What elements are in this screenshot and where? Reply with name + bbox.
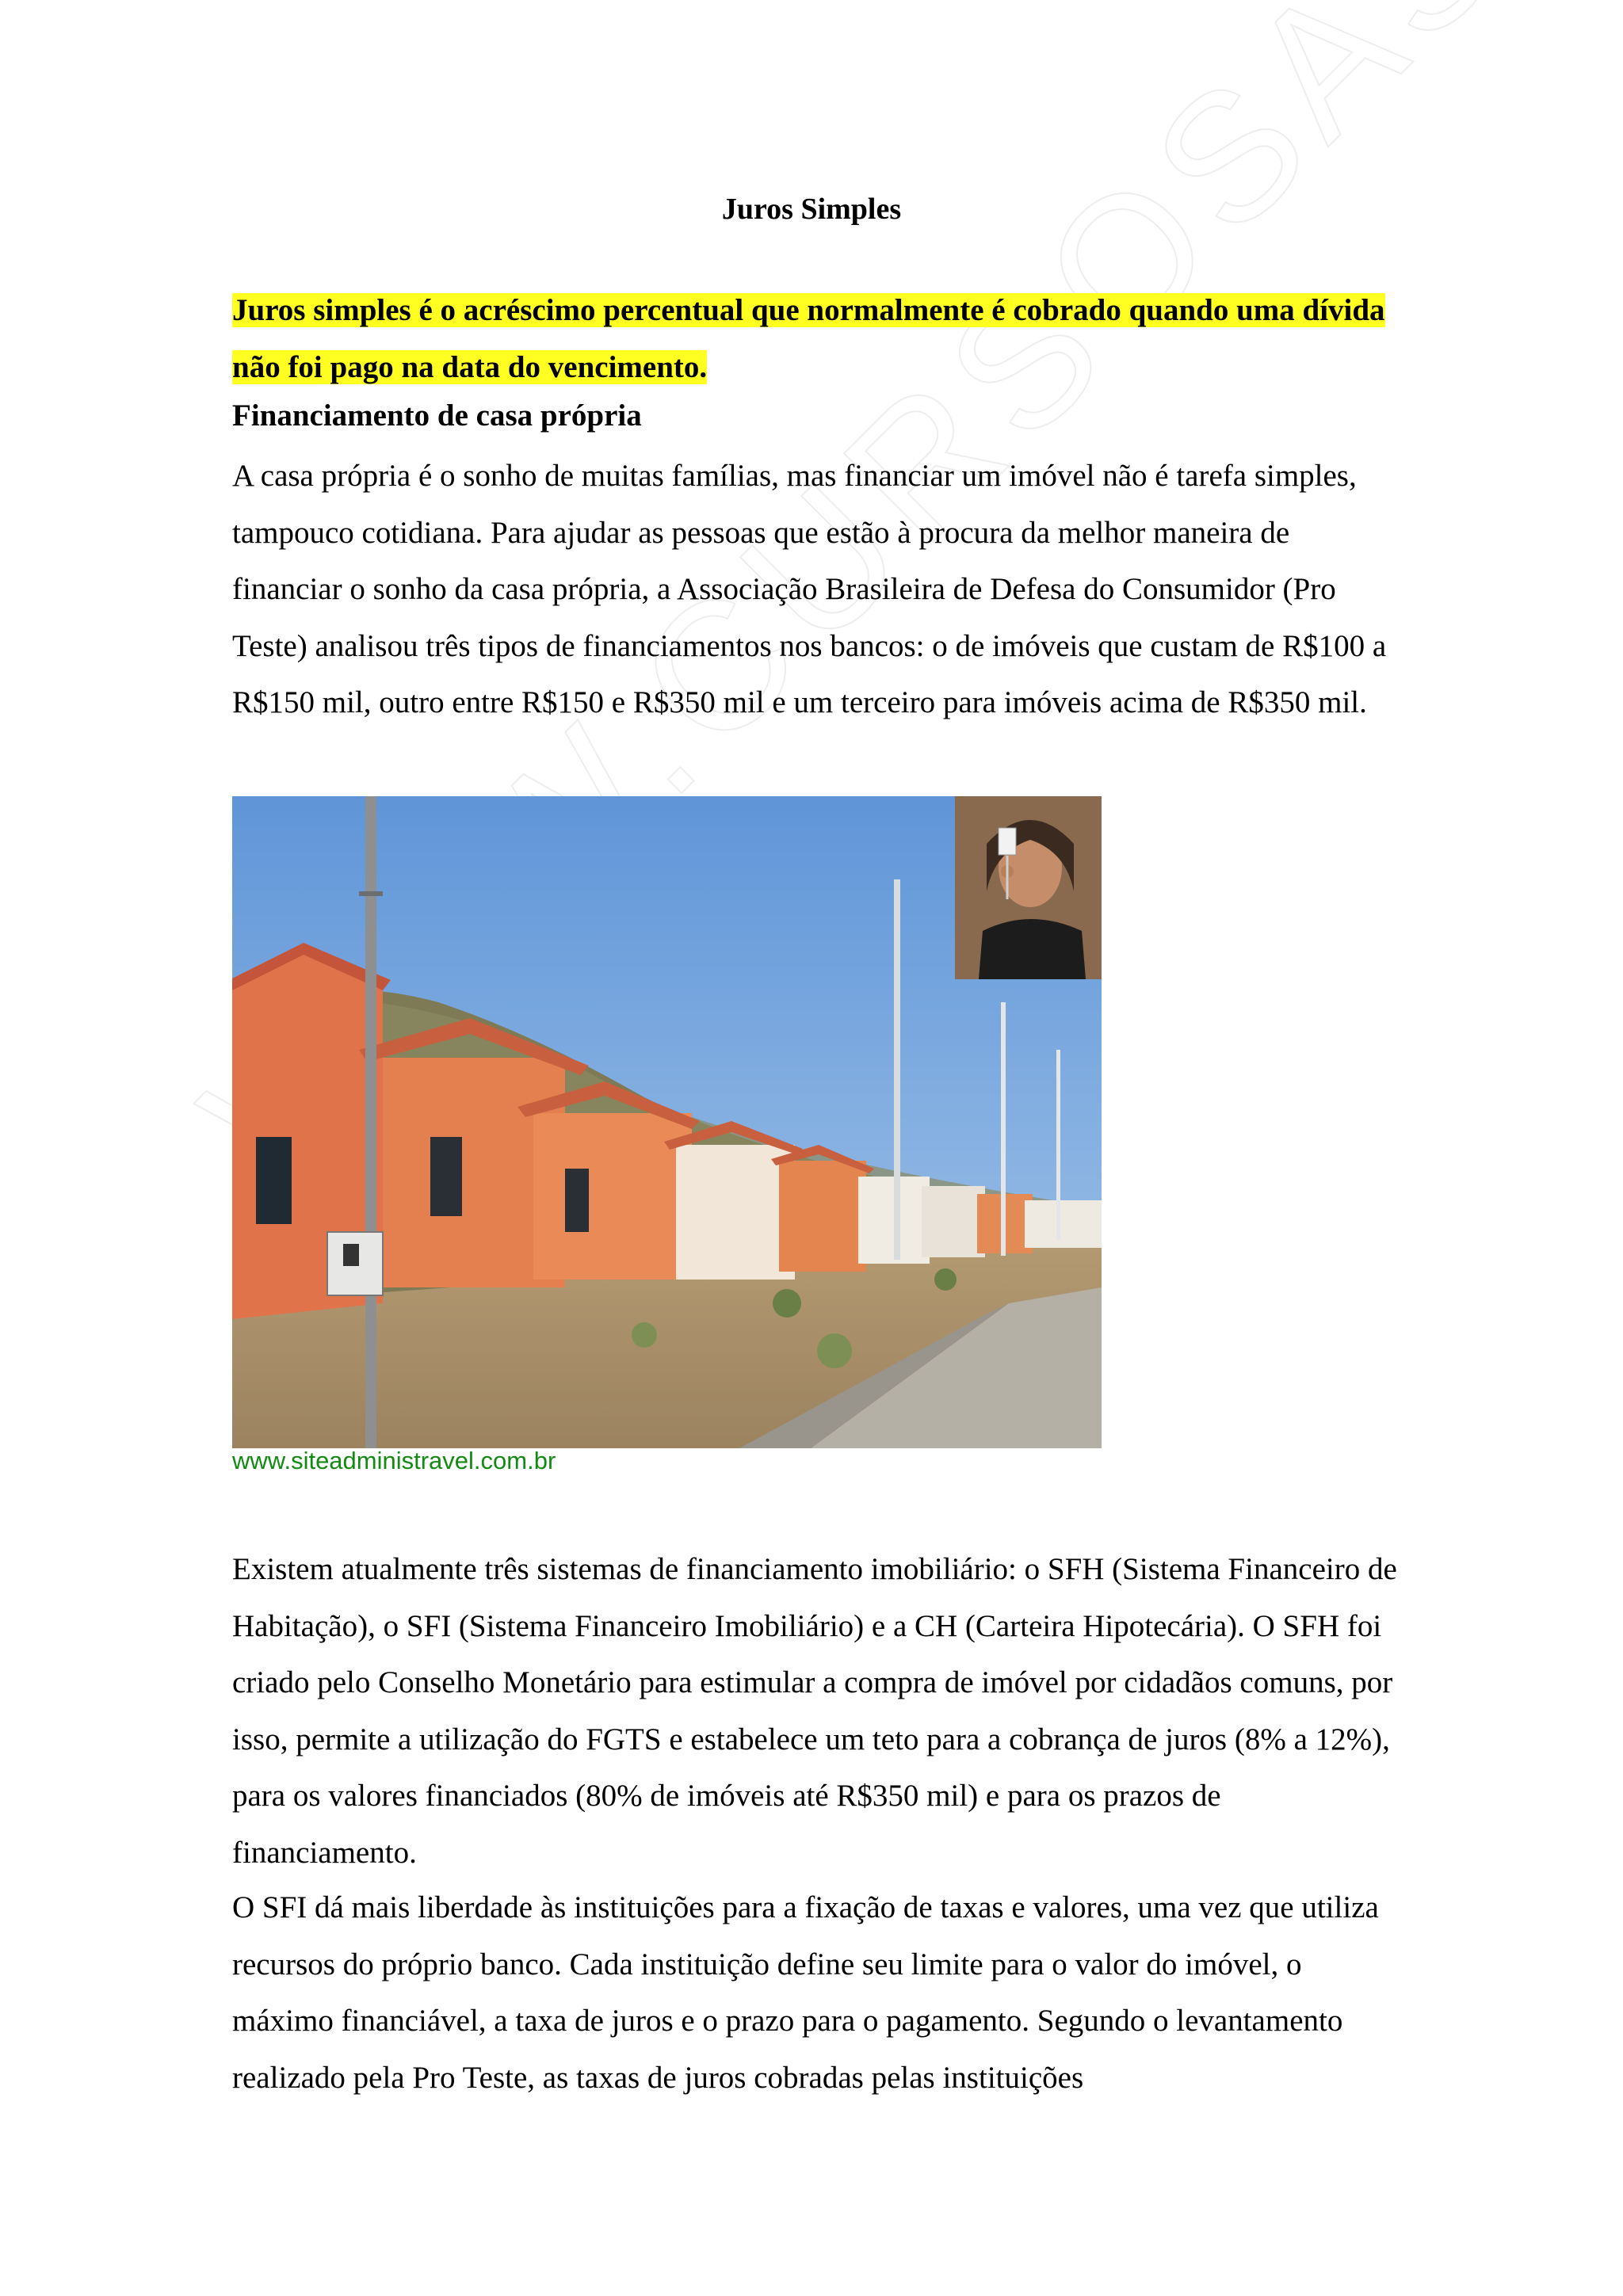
paragraph-2: Existem atualmente três sistemas de financiamento imobiliário: o SFH (Sistema Financeiro de Habitação), o SFI (Sistema Financeiro Imobiliário) e a CH (Carteira Hipotecária). O SFH foi criado pelo Conselho Monetário para estimular a compra de imóvel por cidadãos comuns, por isso, permite a utilização do FGTS e estabelece um teto para a cobrança de juros (8% a 12%), para os valores financiados (80% de imóveis até R$350 mil) e para os prazos de financiamento. bbox=[232, 1552, 1397, 1870]
woman-with-keys-image bbox=[955, 796, 1102, 979]
section-heading: Financiamento de casa própria bbox=[232, 399, 642, 433]
photo-caption: www.siteadministravel.com.br bbox=[232, 1447, 556, 1474]
housing-photo bbox=[232, 796, 1102, 1448]
woman-with-keys-inset bbox=[955, 796, 1102, 979]
page-title: Juros Simples bbox=[721, 193, 902, 226]
paragraph-1: A casa própria é o sonho de muitas famílias, mas financiar um imóvel não é tarefa simples, tampouco cotidiana. Para ajudar as pessoas que estão à procura da melhor maneira de financiar o sonho da casa própria, a Associação Brasileira de Defesa do Consumidor (Pro Teste) analisou três tipos de financiamentos nos bancos: o de imóveis que custam de R$100 a R$150 mil, outro entre R$150 e R$350 mil e um terceiro para imóveis acima de R$350 mil. bbox=[232, 459, 1387, 719]
definition-paragraph bbox=[232, 282, 1405, 396]
paragraph-3: O SFI dá mais liberdade às instituições para a fixação de taxas e valores, uma vez que utiliza recursos do próprio banco. Cada instituição define seu limite para o valor do imóvel, o máximo financiável, a taxa de juros e o prazo para o pagamento. Segundo o levantamento realizado pela Pro Teste, as taxas de juros cobradas pelas instituições bbox=[232, 1890, 1379, 2095]
highlighted-definition: Juros simples é o acréscimo percentual que normalmente é cobrado quando uma dívida não foi pago na data do vencimento. bbox=[232, 293, 1385, 384]
